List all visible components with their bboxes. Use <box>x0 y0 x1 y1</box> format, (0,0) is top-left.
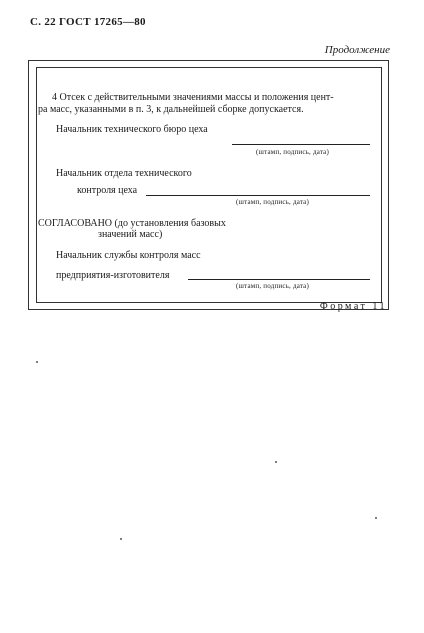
signature-caption-tech-control: (штамп, подпись, дата) <box>236 198 310 206</box>
signature-line-tech-bureau <box>232 144 370 145</box>
scan-speck <box>36 361 38 363</box>
page-header: С. 22 ГОСТ 17265—80 <box>30 16 146 28</box>
signature-label-mass-control-1: Начальник службы контроля масс <box>56 250 201 261</box>
signature-line-tech-control <box>146 195 370 196</box>
approval-line-1: СОГЛАСОВАНО (до установления базовых <box>38 218 226 229</box>
signature-caption-tech-bureau: (штамп, подпись, дата) <box>256 148 330 156</box>
format-label: Формат 11 <box>319 301 387 312</box>
signature-label-tech-control-2: контроля цеха <box>77 185 138 196</box>
clause-line-2: ра масс, указанными в п. 3, к дальнейшей сборке допускается. <box>38 104 304 115</box>
scan-speck <box>120 538 122 540</box>
scan-speck <box>275 461 277 463</box>
clause-line-1: 4 Отсек с действительными значениями массы и положения цент- <box>52 92 334 103</box>
continuation-label: Продолжение <box>324 44 390 56</box>
signature-label-tech-bureau: Начальник технического бюро цеха <box>56 124 208 135</box>
signature-label-mass-control-2: предприятия-изготовителя <box>56 270 170 281</box>
approval-line-2: значений масс) <box>98 229 163 240</box>
signature-label-tech-control-1: Начальник отдела технического <box>56 168 192 179</box>
scan-speck <box>375 517 377 519</box>
signature-caption-mass-control: (штамп, подпись, дата) <box>236 282 310 290</box>
signature-line-mass-control <box>188 279 370 280</box>
